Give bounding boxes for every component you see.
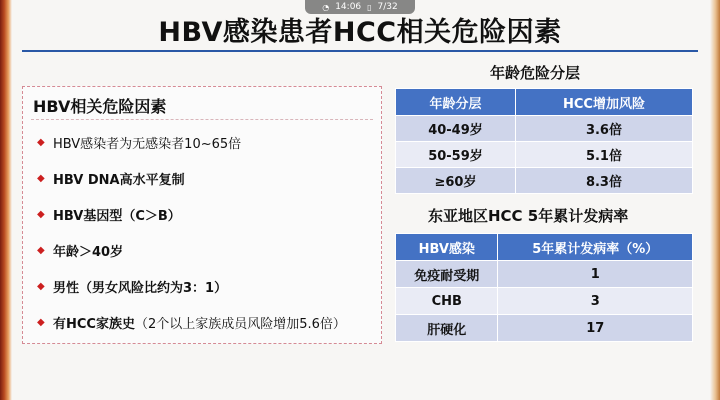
risk-item-text: 有HCC家族史 [53,317,135,332]
table-row [396,168,693,194]
table-cell: ≥60岁 [396,168,516,194]
page-icon: ▯ [367,2,372,12]
incidence-table [395,233,693,342]
panel-divider [31,119,373,120]
table-header: 5年累计发病率（%） [498,234,693,261]
risk-item [37,133,241,152]
table-cell: 1 [498,261,693,288]
table-cell: 50-59岁 [396,142,516,168]
risk-factors-heading: HBV相关危险因素 [33,97,167,116]
risk-item-text: 年龄＞40岁 [53,245,124,260]
diamond-bullet-icon: ◆ [37,245,45,256]
table-row [396,315,693,342]
age-table-title: 年龄危险分层 [490,64,581,82]
diamond-bullet-icon: ◆ [37,281,45,292]
status-time: 14:06 [335,2,362,12]
incidence-table-title: 东亚地区HCC 5年累计发病率 [428,207,629,225]
age-risk-table [395,88,693,194]
risk-item-text: HBV DNA高水平复制 [53,173,185,188]
title-underline [22,50,698,52]
risk-item [37,169,185,188]
right-edge-decoration [710,0,720,400]
risk-item-text: HBV感染者为无感染者10~65倍 [53,137,242,152]
risk-item [37,241,123,260]
table-header: HBV感染 [396,234,498,261]
slide-title: HBV感染患者HCC相关危险因素 [158,17,562,48]
table-row [396,261,693,288]
table-row [396,142,693,168]
left-edge-decoration [0,0,12,400]
table-cell: 肝硬化 [396,315,498,342]
diamond-bullet-icon: ◆ [37,209,45,220]
risk-item [37,313,346,332]
table-cell: CHB [396,288,498,315]
risk-item-note: （2个以上家族成员风险增加5.6倍） [134,317,346,332]
risk-item-text: 男性（男女风险比约为3：1） [53,281,228,296]
table-cell: 8.3倍 [515,168,692,194]
table-cell: 免疫耐受期 [396,261,498,288]
diamond-bullet-icon: ◆ [37,137,45,148]
table-cell: 3.6倍 [515,116,692,142]
table-header: 年龄分层 [396,89,516,116]
table-cell: 3 [498,288,693,315]
diamond-bullet-icon: ◆ [37,173,45,184]
status-page: 7/32 [377,2,398,12]
table-cell: 17 [498,315,693,342]
table-row [396,288,693,315]
clock-icon: ◔ [322,2,330,12]
risk-item-text: HBV基因型（C＞B） [53,209,181,224]
risk-factors-panel [22,86,382,344]
table-row [396,116,693,142]
diamond-bullet-icon: ◆ [37,317,45,328]
table-cell: 40-49岁 [396,116,516,142]
table-header: HCC增加风险 [515,89,692,116]
risk-item [37,205,181,224]
table-cell: 5.1倍 [515,142,692,168]
risk-item [37,277,227,296]
